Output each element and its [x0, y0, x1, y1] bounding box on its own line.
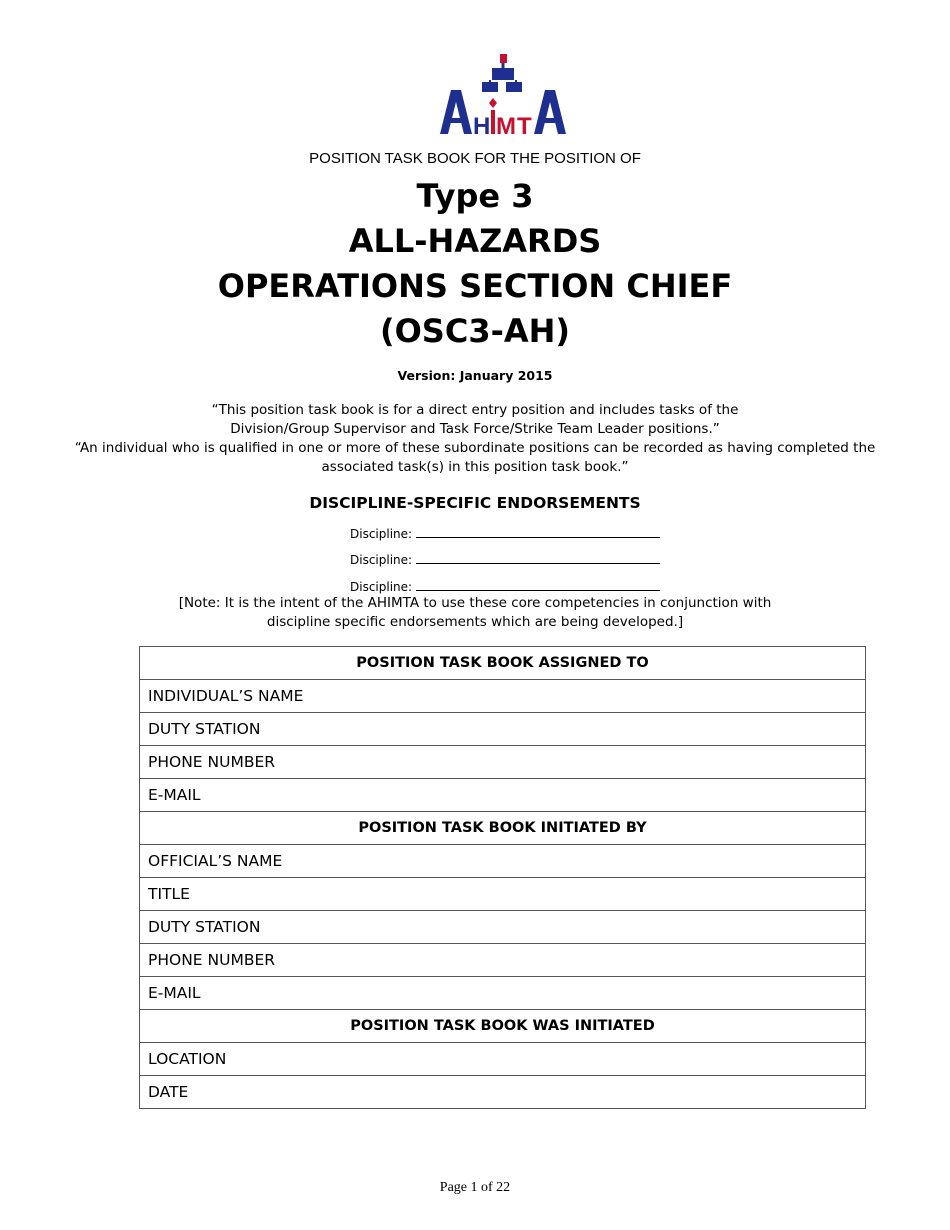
quote-line: Division/Group Supervisor and Task Force/Strike Team Leader positions.”	[230, 421, 720, 437]
field-official-phone-number[interactable]: PHONE NUMBER	[140, 944, 866, 977]
field-title[interactable]: TITLE	[140, 878, 866, 911]
discipline-field[interactable]	[350, 525, 660, 541]
table-row[interactable]	[140, 713, 866, 746]
title-hazards: ALL-HAZARDS	[348, 222, 602, 260]
field-email[interactable]: E-MAIL	[140, 779, 866, 812]
table-row[interactable]	[140, 845, 866, 878]
table-row[interactable]	[140, 944, 866, 977]
table-row[interactable]	[140, 911, 866, 944]
assigned-heading: POSITION TASK BOOK ASSIGNED TO	[140, 647, 866, 680]
field-official-email[interactable]: E-MAIL	[140, 977, 866, 1010]
table-row[interactable]	[140, 878, 866, 911]
field-official-duty-station[interactable]: DUTY STATION	[140, 911, 866, 944]
field-official-name[interactable]: OFFICIAL’S NAME	[140, 845, 866, 878]
task-book-table	[139, 646, 866, 1109]
page-number: Page 1 of 22	[439, 1180, 511, 1195]
discipline-label: Discipline:	[350, 553, 413, 567]
table-row[interactable]	[140, 779, 866, 812]
discipline-label: Discipline:	[350, 527, 413, 541]
table-row[interactable]	[140, 1076, 866, 1109]
field-phone-number[interactable]: PHONE NUMBER	[140, 746, 866, 779]
discipline-blank[interactable]	[416, 551, 660, 564]
table-row	[140, 647, 866, 680]
quote-line: “This position task book is for a direct entry position and includes tasks of the	[211, 402, 739, 418]
discipline-field[interactable]	[350, 551, 660, 567]
discipline-field[interactable]	[350, 578, 660, 594]
initiated-by-heading: POSITION TASK BOOK INITIATED BY	[140, 812, 866, 845]
initiated-heading: POSITION TASK BOOK WAS INITIATED	[140, 1010, 866, 1043]
endorsement-note	[0, 594, 950, 632]
field-location[interactable]: LOCATION	[140, 1043, 866, 1076]
pre-title: POSITION TASK BOOK FOR THE POSITION OF	[309, 150, 641, 167]
table-row[interactable]	[140, 977, 866, 1010]
discipline-label: Discipline:	[350, 580, 413, 594]
discipline-blank[interactable]	[416, 578, 660, 591]
table-row	[140, 1010, 866, 1043]
field-duty-station[interactable]: DUTY STATION	[140, 713, 866, 746]
version: Version: January 2015	[397, 368, 553, 383]
title-type: Type 3	[416, 177, 534, 215]
svg-text:T: T	[517, 113, 532, 136]
table-row	[140, 812, 866, 845]
table-row[interactable]	[140, 746, 866, 779]
discipline-blank[interactable]	[416, 525, 660, 538]
table-row[interactable]	[140, 680, 866, 713]
table-row[interactable]	[140, 1043, 866, 1076]
title-position: OPERATIONS SECTION CHIEF	[217, 267, 733, 305]
field-individual-name[interactable]: INDIVIDUAL’S NAME	[140, 680, 866, 713]
quote-line: associated task(s) in this position task book.”	[321, 459, 629, 475]
endorsements-heading: DISCIPLINE-SPECIFIC ENDORSEMENTS	[309, 494, 641, 512]
note-line: [Note: It is the intent of the AHIMTA to use these core competencies in conjunction with	[178, 595, 772, 611]
title-code: (OSC3-AH)	[379, 312, 571, 350]
position-title	[0, 174, 950, 354]
ahimta-logo	[437, 54, 569, 136]
note-line: discipline specific endorsements which are being developed.]	[266, 614, 684, 630]
intro-quote	[0, 401, 950, 477]
field-date[interactable]: DATE	[140, 1076, 866, 1109]
svg-text:M: M	[496, 113, 516, 136]
quote-line: “An individual who is qualified in one or more of these subordinate positions can be recorded as having completed the	[74, 440, 876, 456]
svg-text:H: H	[473, 113, 491, 136]
